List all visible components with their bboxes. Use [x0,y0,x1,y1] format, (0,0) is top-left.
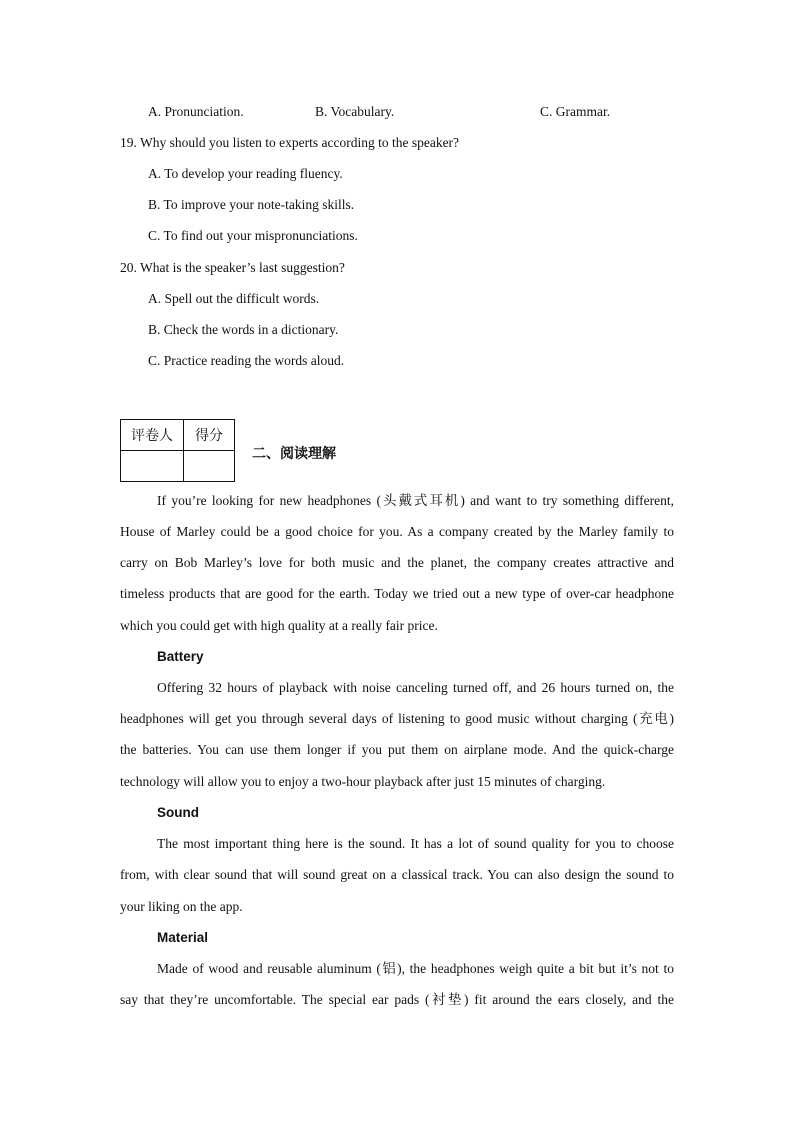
battery-heading: Battery [157,649,204,664]
score-cell [184,451,235,482]
section-title: 二、阅读理解 [252,446,336,462]
q20-question: 20. What is the speaker’s last suggestion? [120,260,345,275]
grader-cell [121,451,184,482]
sound-line-3: your liking on the app. [120,899,243,914]
battery-line-2: headphones will get you through several days of listening to good music without charging (充电) [120,711,674,726]
sound-line-1: The most important thing here is the sound. It has a lot of sound quality for you to choose [157,836,674,851]
material-line-2: say that they’re uncomfortable. The special ear pads (衬垫) fit around the ears closely, and the [120,992,674,1007]
q18-option-a: A. Pronunciation. [148,104,244,119]
q19-option-c: C. To find out your mispronunciations. [148,228,358,243]
battery-line-4: technology will allow you to enjoy a two-hour playback after just 15 minutes of charging. [120,774,606,789]
q20-option-b: B. Check the words in a dictionary. [148,322,339,337]
q18-option-c: C. Grammar. [540,104,611,119]
sound-line-2: from, with clear sound that will sound great on a classical track. You can also design the sound to [120,867,674,882]
q20-option-c: C. Practice reading the words aloud. [148,353,345,368]
grader-label: 评卷人 [121,420,184,451]
intro-line-3: carry on Bob Marley’s love for both music and the planet, the company creates attractive and [120,555,674,570]
q19-option-a: A. To develop your reading fluency. [148,166,343,181]
intro-line-4: timeless products that are good for the earth. Today we tried out a new type of over-car headphone [120,586,674,601]
intro-line-5: which you could get with high quality at a really fair price. [120,618,438,633]
sound-heading: Sound [157,805,199,820]
battery-line-1: Offering 32 hours of playback with noise canceling turned off, and 26 hours turned on, the [157,680,674,695]
score-table [120,419,235,482]
material-heading: Material [157,930,209,945]
intro-line-2: House of Marley could be a good choice for you. As a company created by the Marley family to [120,524,674,539]
material-line-1: Made of wood and reusable aluminum (铝), the headphones weigh quite a bit but it’s not to [157,961,674,976]
q19-question: 19. Why should you listen to experts according to the speaker? [120,135,460,150]
q20-option-a: A. Spell out the difficult words. [148,291,320,306]
battery-line-3: the batteries. You can use them longer if you put them on airplane mode. And the quick-charge [120,742,674,757]
q18-option-b: B. Vocabulary. [315,104,395,119]
intro-line-1: If you’re looking for new headphones (头戴式耳机) and want to try something different, [157,493,674,508]
score-label: 得分 [184,420,235,451]
q19-option-b: B. To improve your note-taking skills. [148,197,355,212]
